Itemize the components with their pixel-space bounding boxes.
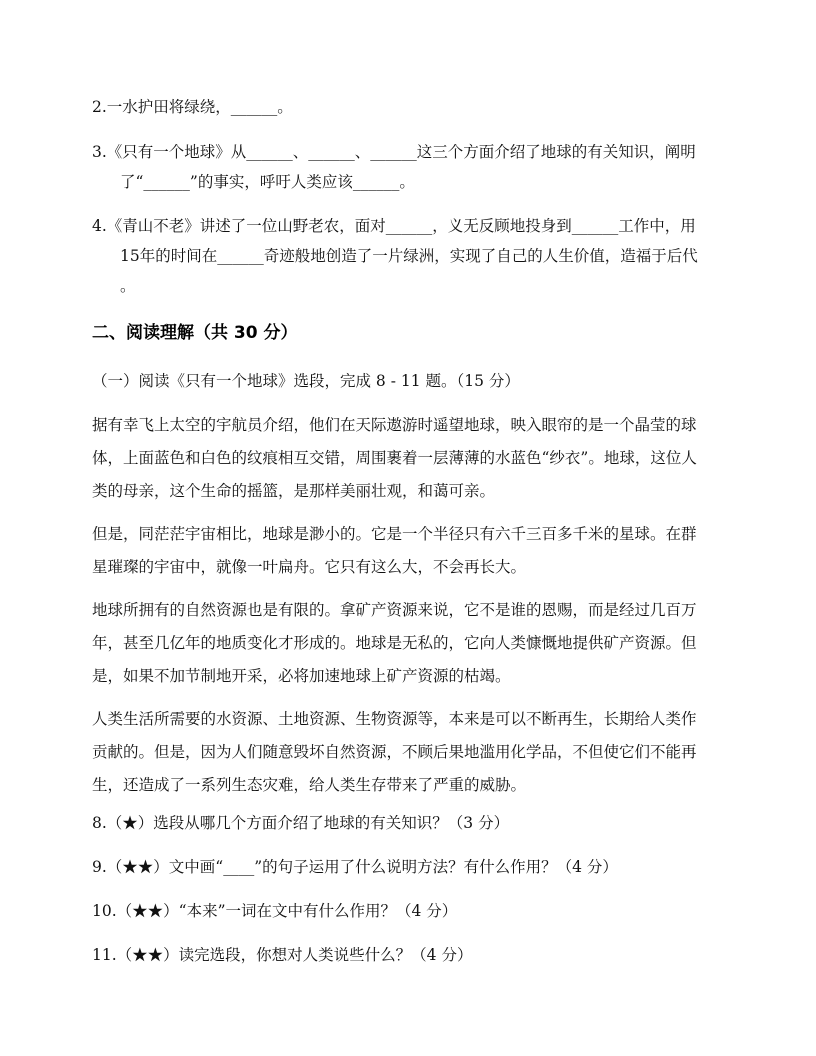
question-4-line-2: 15年的时间在______奇迹般地创造了一片绿洲，实现了自己的人生价值，造福于后代 <box>120 247 698 265</box>
passage-p4-line-1: 人类生活所需要的水资源、土地资源、生物资源等，本来是可以不断再生，长期给人类作 <box>92 710 697 728</box>
passage-p4-line-2: 贡献的。但是，因为人们随意毁坏自然资源，不顾后果地滥用化学品，不但使它们不能再 <box>92 743 697 761</box>
question-3-line-1: 3.《只有一个地球》从______、______、______这三个方面介绍了地球的有关知识，阐明 <box>92 143 696 161</box>
question-2: 2.一水护田将绿绕，______。 <box>92 98 293 116</box>
passage-p1-line-1: 据有幸飞上太空的宇航员介绍，他们在天际遨游时遥望地球，映入眼帘的是一个晶莹的球 <box>92 416 697 434</box>
question-10: 10.（★★）“本来”一词在文中有什么作用？（4 分） <box>92 902 458 920</box>
passage-p3-line-2: 年，甚至几亿年的地质变化才形成的。地球是无私的，它向人类慷慨地提供矿产资源。但 <box>92 634 697 652</box>
passage-p1-line-2: 体，上面蓝色和白色的纹痕相互交错，周围裹着一层薄薄的水蓝色“纱衣”。地球，这位人 <box>92 449 697 467</box>
passage-p3-line-3: 是，如果不加节制地开采，必将加速地球上矿产资源的枯竭。 <box>92 667 511 685</box>
passage-p4-line-3: 生，还造成了一系列生态灾难，给人类生存带来了严重的威胁。 <box>92 776 527 794</box>
passage-p1-line-3: 类的母亲，这个生命的摇篮，是那样美丽壮观，和蔼可亲。 <box>92 482 496 500</box>
question-4-line-1: 4.《青山不老》讲述了一位山野老农，面对______，义无反顾地投身到______工作中，用 <box>92 217 696 235</box>
passage-p2-line-1: 但是，同茫茫宇宙相比，地球是渺小的。它是一个半径只有六千三百多千米的星球。在群 <box>92 525 697 543</box>
section-2-title: 二、阅读理解（共 30 分） <box>92 323 298 343</box>
question-9: 9.（★★）文中画“____”的句子运用了什么说明方法？有什么作用？（4 分） <box>92 858 618 876</box>
question-11: 11.（★★）读完选段，你想对人类说些什么？（4 分） <box>92 946 473 964</box>
passage-p2-line-2: 星璀璨的宇宙中，就像一叶扁舟。它只有这么大，不会再长大。 <box>92 558 527 576</box>
question-3-line-2: 了“______”的事实，呼吁人类应该______。 <box>120 173 415 191</box>
passage-p3-line-1: 地球所拥有的自然资源也是有限的。拿矿产资源来说，它不是谁的恩赐，而是经过几百万 <box>92 601 697 619</box>
reading-subtitle: （一）阅读《只有一个地球》选段，完成 8 - 11 题。（15 分） <box>92 372 520 390</box>
question-8: 8.（★）选段从哪几个方面介绍了地球的有关知识？（3 分） <box>92 814 510 832</box>
question-4-line-3: 。 <box>120 277 136 295</box>
